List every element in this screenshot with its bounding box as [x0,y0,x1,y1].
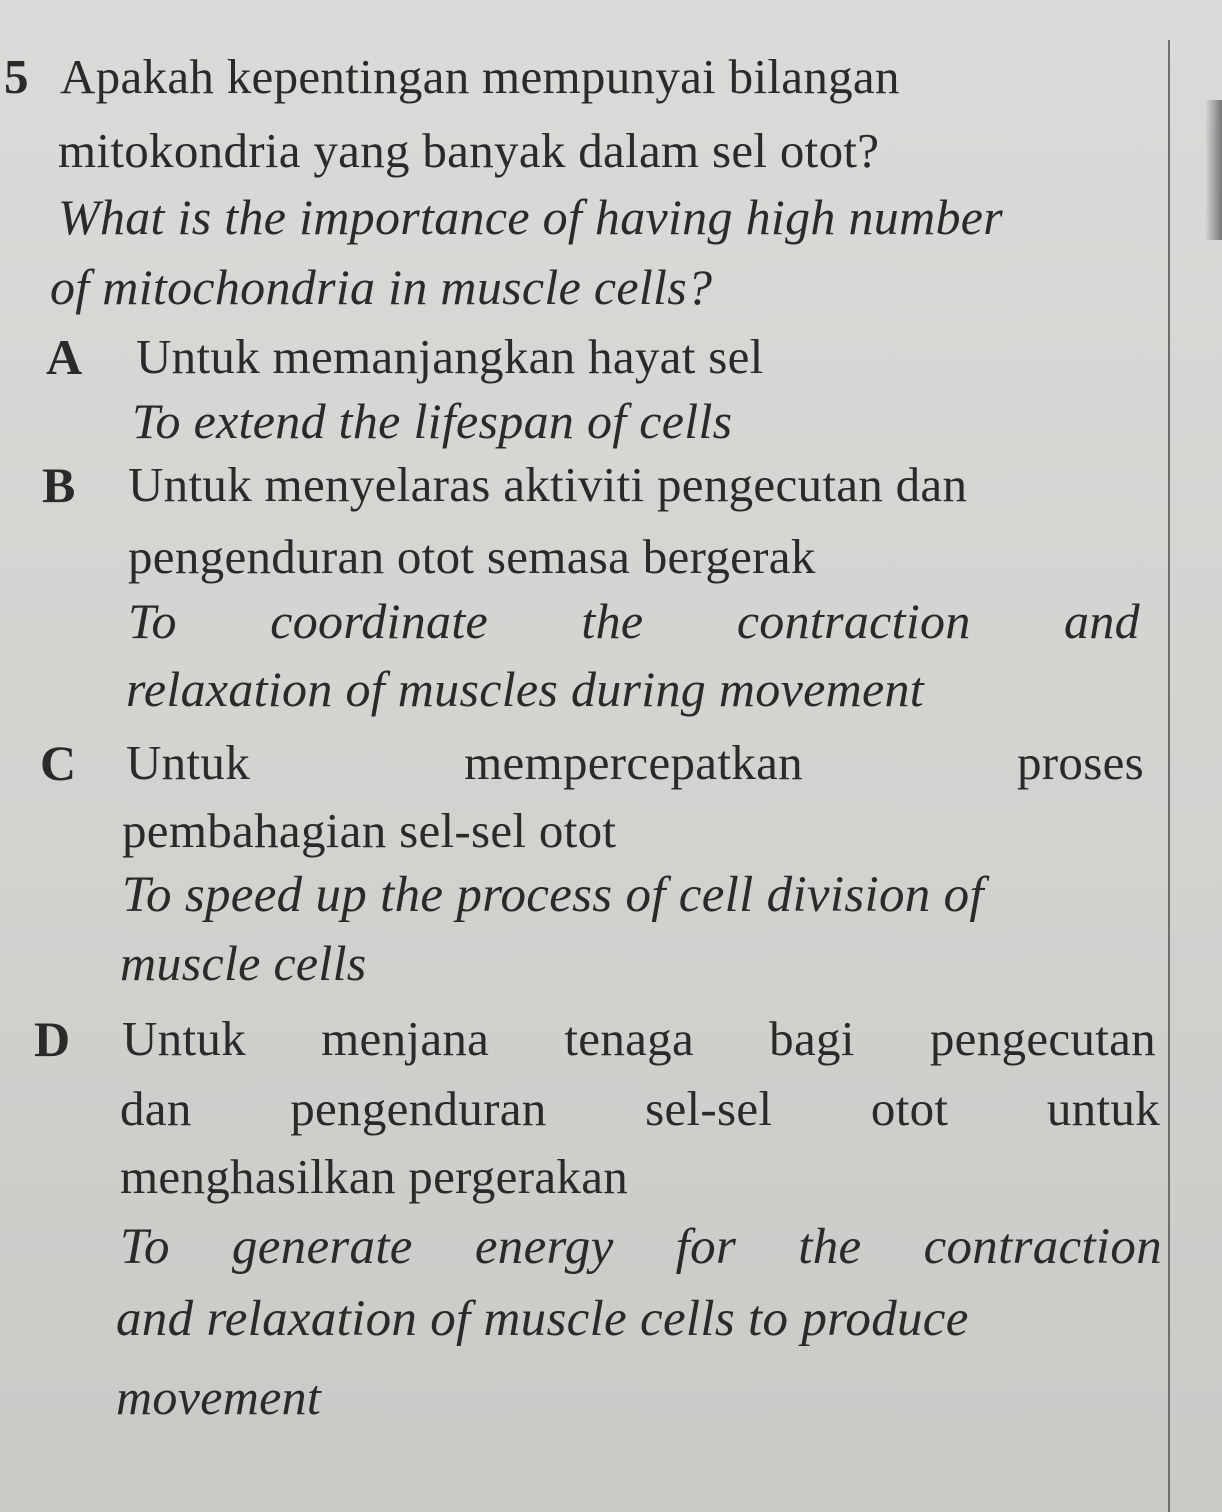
option-a-english[interactable]: To extend the lifespan of cells [132,393,733,449]
question-malay-text-1: Apakah kepentingan mempunyai bilangan [60,49,900,104]
question-english-line-1: What is the importance of having high number [58,189,1004,245]
option-c-malay-1[interactable] [126,735,1144,790]
option-d-malay-word: tenaga [564,1011,695,1066]
option-c-malay-word: mempercepatkan [464,735,803,790]
option-a-malay[interactable]: Untuk memanjangkan hayat sel [136,329,764,384]
option-c-english-2[interactable]: muscle cells [120,935,367,991]
question-english-line-2: of mitochondria in muscle cells? [50,259,713,315]
option-b-english-word: the [581,593,644,649]
option-d-letter[interactable]: D [34,1011,71,1067]
option-b-english-word: To [128,593,177,649]
option-d-malay-word: otot [870,1081,949,1136]
page-edge-shadow [1205,100,1222,240]
option-b-english-word: contraction [736,593,971,649]
option-c-malay-word: Untuk [126,735,250,790]
option-b-malay-1[interactable]: Untuk menyelaras aktiviti pengecutan dan [128,457,968,512]
option-b-english-2[interactable]: relaxation of muscles during movement [126,661,924,717]
option-d-malay-2[interactable] [120,1081,1160,1136]
option-a-letter[interactable]: A [46,329,83,385]
option-d-malay-word: untuk [1046,1081,1160,1136]
option-d-english-word: generate [231,1219,413,1275]
option-d-malay-1[interactable] [122,1011,1156,1066]
option-d-malay-word: Untuk [122,1011,246,1066]
option-d-english-word: the [798,1219,862,1275]
option-c-malay-2[interactable]: pembahagian sel-sel otot [122,803,617,858]
option-d-malay-word: pengecutan [929,1011,1156,1066]
option-d-english-word: To [120,1219,170,1275]
option-d-malay-word: dan [120,1081,192,1136]
question-number: 5 [4,49,29,104]
margin-rule [1168,40,1170,1512]
option-d-english-word: for [675,1219,737,1275]
option-b-english-1[interactable] [128,593,1140,649]
question-malay-line-2: mitokondria yang banyak dalam sel otot? [58,123,880,178]
option-c-letter[interactable]: C [40,735,77,791]
option-b-letter[interactable]: B [42,457,76,513]
option-b-english-word: and [1064,593,1140,649]
option-d-malay-word: sel-sel [645,1081,773,1136]
option-d-english-1[interactable] [120,1219,1162,1275]
question-malay-line-1 [60,49,1118,104]
option-d-malay-word: bagi [769,1011,855,1066]
option-b-malay-2[interactable]: pengenduran otot semasa bergerak [128,529,816,584]
option-b-english-word: coordinate [270,593,489,649]
option-d-english-3[interactable]: movement [116,1369,322,1425]
option-d-english-word: contraction [923,1219,1162,1275]
option-d-malay-word: menjana [321,1011,490,1066]
option-d-english-2[interactable]: and relaxation of muscle cells to produce [116,1291,969,1347]
option-d-malay-word: pengenduran [290,1081,547,1136]
option-c-english-1[interactable]: To speed up the process of cell division of [122,867,984,923]
option-d-malay-3[interactable]: menghasilkan pergerakan [120,1149,629,1204]
option-c-malay-word: proses [1016,735,1144,790]
option-d-english-word: energy [474,1219,614,1275]
